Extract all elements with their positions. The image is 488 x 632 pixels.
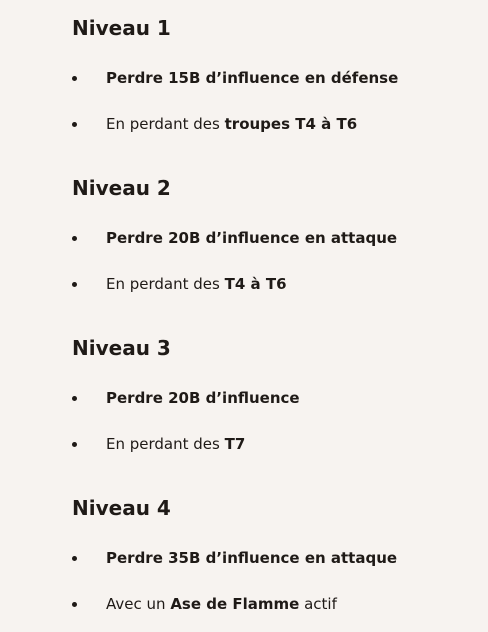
level-title: Niveau 2 bbox=[72, 176, 171, 200]
requirement-text bbox=[106, 594, 337, 614]
bullet-icon bbox=[72, 122, 77, 127]
requirement-text bbox=[106, 228, 397, 248]
requirement-bold-text: Perdre 15B d’influence en défense bbox=[106, 69, 399, 87]
level-3-section bbox=[72, 334, 472, 453]
requirement-prefix-text: En perdant des bbox=[106, 275, 220, 293]
bullet-icon bbox=[72, 602, 77, 607]
requirement-prefix-text: En perdant des bbox=[106, 435, 220, 453]
requirement-bold-text: Perdre 20B d’influence en attaque bbox=[106, 229, 398, 247]
requirement-text bbox=[106, 434, 245, 454]
bullet-icon bbox=[72, 396, 77, 401]
requirement-text bbox=[106, 114, 357, 134]
requirement-text bbox=[106, 274, 287, 294]
bullet-icon bbox=[72, 236, 77, 241]
bullet-icon bbox=[72, 556, 77, 561]
requirement-bold-text: Perdre 20B d’influence bbox=[106, 389, 300, 407]
level-1-section bbox=[72, 14, 472, 133]
requirement-prefix-text: Avec un bbox=[106, 595, 166, 613]
level-4-section bbox=[72, 494, 472, 613]
requirement-bold-text: T4 à T6 bbox=[224, 275, 287, 293]
requirement-bold-text: Perdre 35B d’influence en attaque bbox=[106, 549, 398, 567]
requirement-text bbox=[106, 68, 398, 88]
level-title: Niveau 4 bbox=[72, 496, 171, 520]
requirement-bold-text: T7 bbox=[224, 435, 246, 453]
requirement-bold-text: troupes T4 à T6 bbox=[224, 115, 358, 133]
requirement-prefix-text: En perdant des bbox=[106, 115, 220, 133]
bullet-icon bbox=[72, 442, 77, 447]
level-title: Niveau 1 bbox=[72, 16, 171, 40]
requirement-bold-text: Ase de Flamme bbox=[170, 595, 300, 613]
level-2-section bbox=[72, 174, 472, 293]
requirement-text bbox=[106, 548, 397, 568]
level-title: Niveau 3 bbox=[72, 336, 171, 360]
bullet-icon bbox=[72, 76, 77, 81]
bullet-icon bbox=[72, 282, 77, 287]
requirement-suffix-text: actif bbox=[304, 595, 337, 613]
requirement-text bbox=[106, 388, 300, 408]
